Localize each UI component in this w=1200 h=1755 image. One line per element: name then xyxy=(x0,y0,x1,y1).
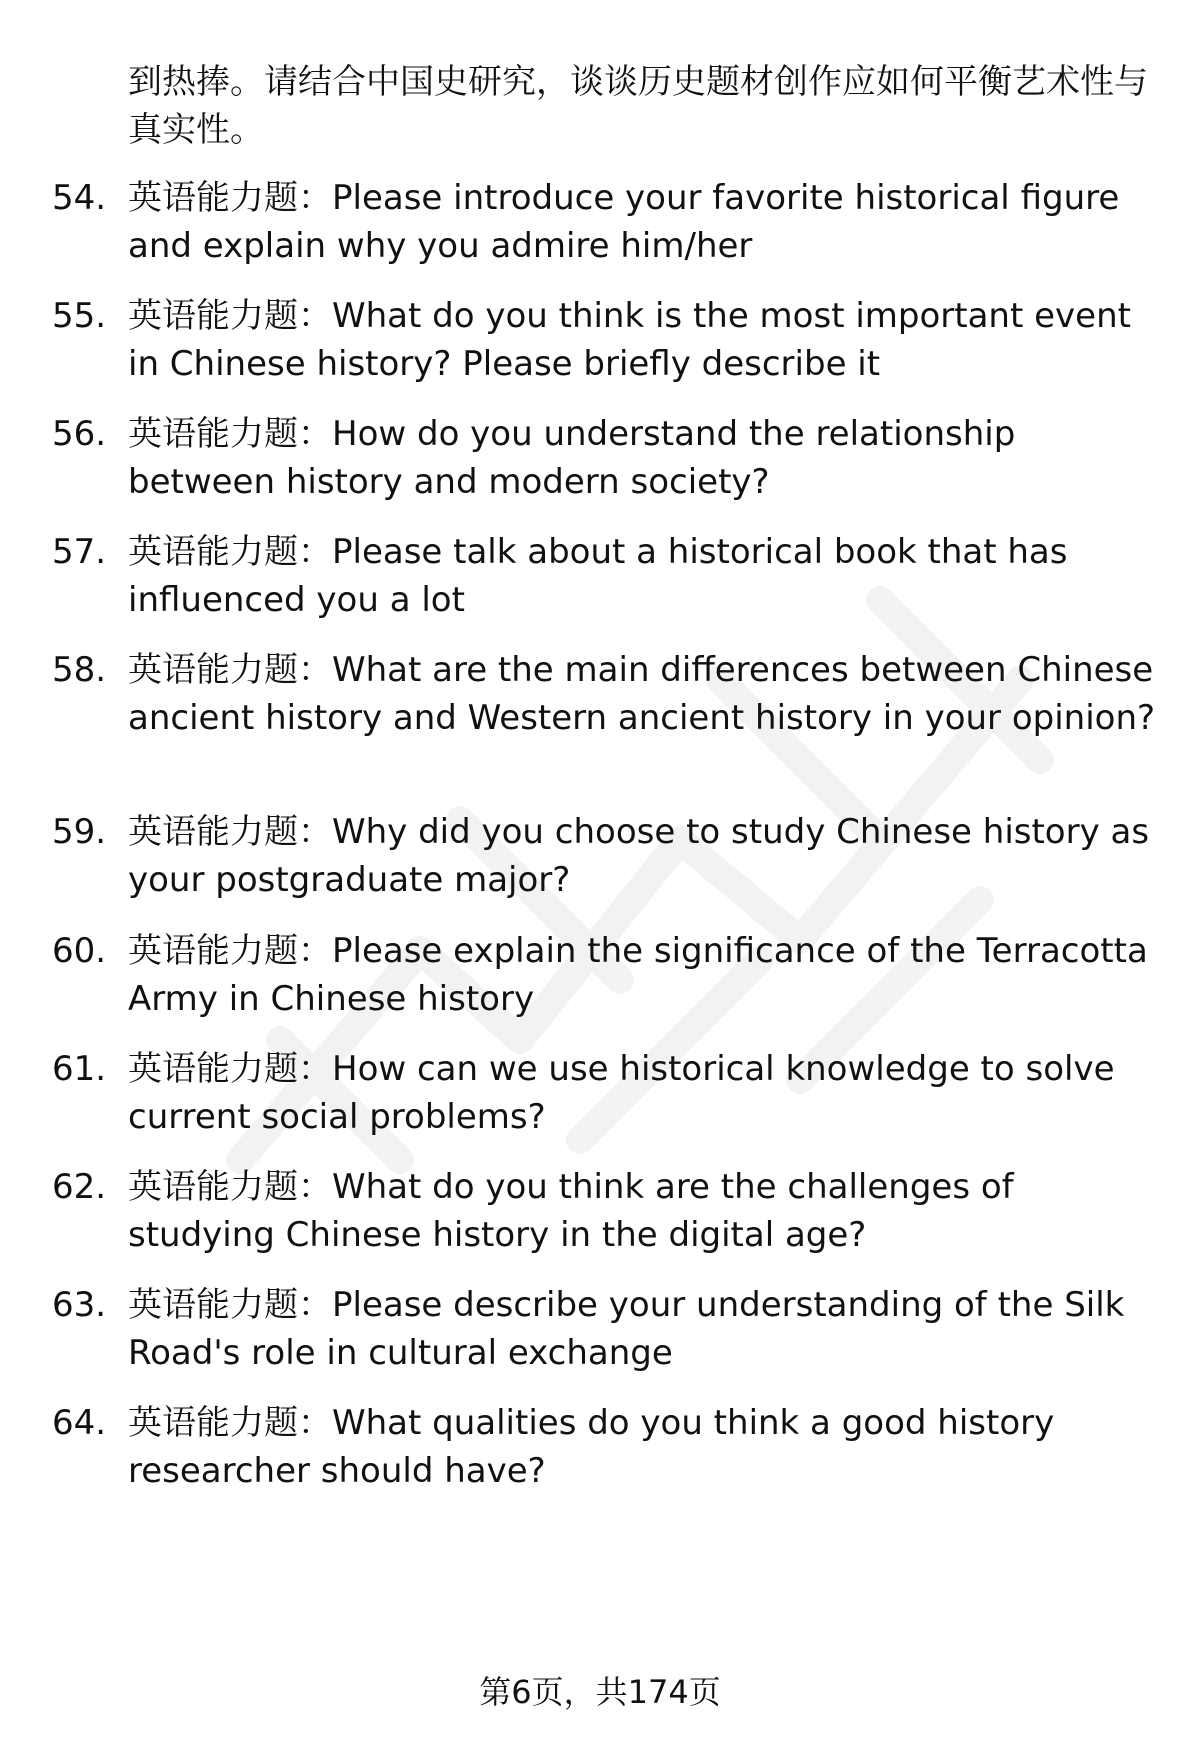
question-text: 英语能力题：Please describe your understanding of the Silk Road's role in cultural exchange xyxy=(128,1285,1125,1373)
question-text: 英语能力题：What qualities do you think a good history researcher should have? xyxy=(128,1403,1055,1491)
question-number: 56. xyxy=(52,414,107,454)
question-number: 58. xyxy=(52,650,107,690)
question-text: 英语能力题：How can we use historical knowledge to solve current social problems? xyxy=(128,1049,1115,1137)
question-text: 英语能力题：What do you think are the challenges of studying Chinese history in the digital age? xyxy=(128,1167,1014,1255)
question-number: 61. xyxy=(52,1049,107,1089)
question-number: 57. xyxy=(52,532,107,572)
question-number: 63. xyxy=(52,1285,107,1325)
continuation-text: 到热捧。请结合中国史研究，谈谈历史题材创作应如何平衡艺术性与真实性。 xyxy=(128,62,1148,150)
question-number: 55. xyxy=(52,296,107,336)
question-number: 54. xyxy=(52,178,107,218)
page-footer: 第6页，共174页 xyxy=(479,1673,721,1711)
question-text: 英语能力题：Please talk about a historical book that has influenced you a lot xyxy=(128,532,1068,620)
question-text: 英语能力题：How do you understand the relationship between history and modern society? xyxy=(128,414,1016,502)
question-text: 英语能力题：What do you think is the most important event in Chinese history? Please briefly describe it xyxy=(128,296,1131,384)
question-number: 64. xyxy=(52,1403,107,1443)
question-number: 59. xyxy=(52,812,107,852)
question-number: 62. xyxy=(52,1167,107,1207)
question-text: 英语能力题：Please introduce your favorite historical figure and explain why you admire him/her xyxy=(128,178,1120,266)
question-number: 60. xyxy=(52,931,107,971)
question-text: 英语能力题：Please explain the significance of the Terracotta Army in Chinese history xyxy=(128,931,1148,1019)
question-text: 英语能力题：What are the main differences between Chinese ancient history and Western ancient history in your opinion? xyxy=(128,650,1156,738)
question-text: 英语能力题：Why did you choose to study Chinese history as your postgraduate major? xyxy=(128,812,1150,900)
